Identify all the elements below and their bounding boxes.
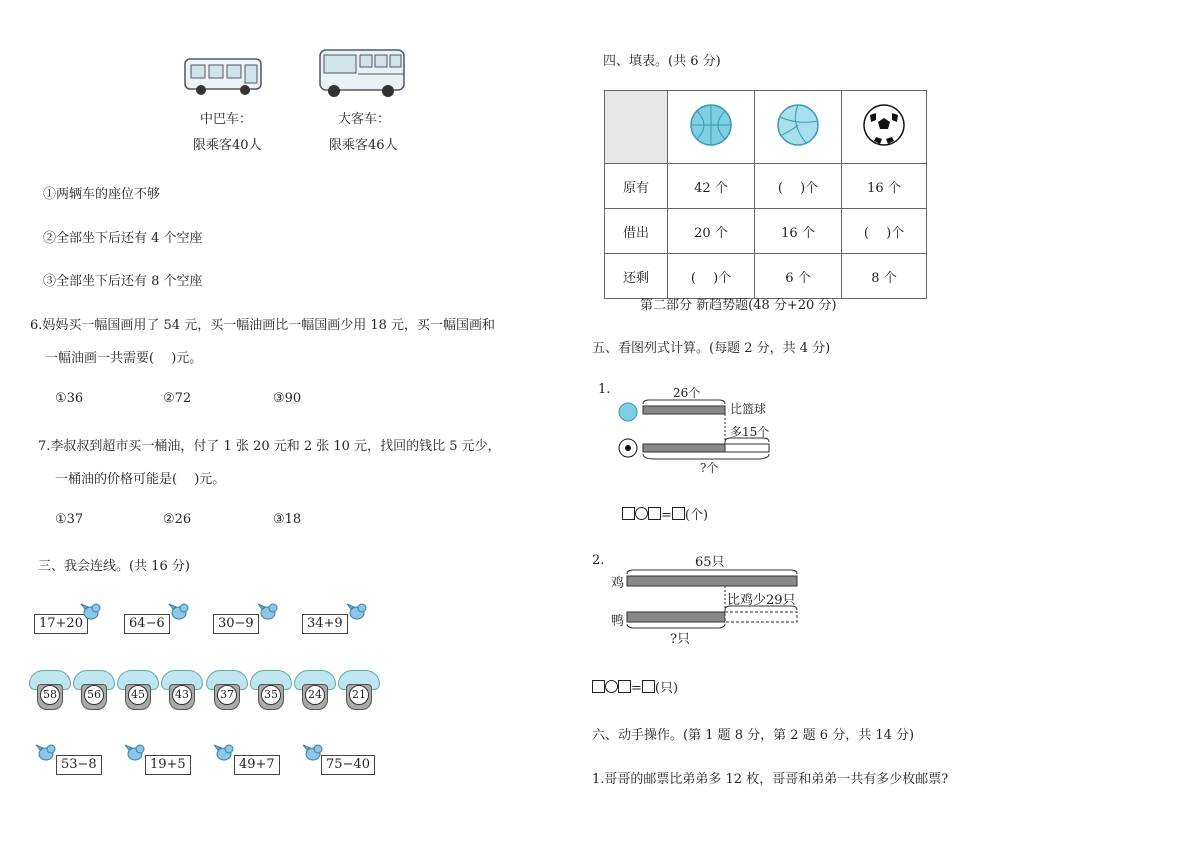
table-cell[interactable]: ( )个: [668, 254, 755, 299]
table-cell[interactable]: ( )个: [755, 164, 842, 209]
bus-name: 大客车：: [338, 112, 391, 127]
volleyball-header-cell: [755, 91, 842, 164]
table-cell: 16 个: [755, 209, 842, 254]
q5-option-3: ③全部坐下后还有 8 个空座: [43, 274, 203, 289]
mushroom-number: 56: [84, 685, 104, 705]
mushroom-number: 21: [349, 685, 369, 705]
mushroom[interactable]: [29, 670, 69, 710]
bird-icon: [257, 601, 279, 623]
mushroom-number: 58: [40, 685, 60, 705]
p1-answer-template: = (个): [622, 504, 708, 523]
fill-table: [604, 90, 927, 299]
section6-q1: 1.哥哥的邮票比弟弟多 12 枚，哥哥和弟弟一共有多少枚邮票?: [592, 772, 949, 787]
section6-title: 六、动手操作。(第 1 题 8 分，第 2 题 6 分，共 14 分): [592, 728, 915, 743]
q7-line2: 一桶油的价格可能是( )元。: [55, 472, 226, 487]
mushroom[interactable]: [250, 670, 290, 710]
p2-diff-label: 比鸡少29只: [727, 593, 796, 608]
q5-option-1: ①两辆车的座位不够: [43, 187, 161, 202]
mushroom[interactable]: [117, 670, 157, 710]
mushroom[interactable]: [294, 670, 334, 710]
p2-label-chicken: 鸡: [611, 576, 625, 591]
basketball-icon: [689, 103, 733, 147]
q7-option-1: ①37: [55, 512, 84, 527]
table-cell: 8 个: [842, 254, 927, 299]
top-expr-box[interactable]: 30−9: [213, 614, 259, 634]
section5-title: 五、看图列式计算。(每题 2 分，共 4 分): [592, 341, 831, 356]
row-label: 原有: [605, 164, 668, 209]
section3-title: 三、我会连线。(共 16 分): [38, 559, 190, 574]
p2-unit: (只): [654, 681, 679, 696]
q5-option-2: ②全部坐下后还有 4 个空座: [43, 231, 203, 246]
mushroom[interactable]: [161, 670, 201, 710]
bird-icon: [80, 601, 102, 623]
volleyball-icon: [776, 103, 820, 147]
p1-question-label: ?个: [700, 461, 719, 475]
mushroom[interactable]: [338, 670, 378, 710]
top-expr-box[interactable]: 64−6: [124, 614, 170, 634]
mushroom-number: 35: [261, 685, 281, 705]
bottom-expr-box[interactable]: 53−8: [56, 755, 102, 775]
bird-icon: [35, 742, 57, 764]
p2-top-label: 65只: [695, 555, 725, 570]
q6-line1: 6.妈妈买一幅国画用了 54 元，买一幅油画比一幅国画少用 18 元，买一幅国画和: [30, 318, 496, 333]
top-expr-box[interactable]: 17+20: [34, 614, 88, 634]
p1-diff-label: 多15个: [730, 425, 770, 439]
q7-option-3: ③18: [273, 512, 302, 527]
row-label: 还剩: [605, 254, 668, 299]
p2-number: 2.: [592, 553, 605, 568]
bird-icon: [124, 742, 146, 764]
bird-icon: [346, 601, 368, 623]
mushroom[interactable]: [73, 670, 113, 710]
mushroom[interactable]: [206, 670, 246, 710]
q6-option-1: ①36: [55, 391, 84, 406]
table-cell: 42 个: [668, 164, 755, 209]
q6-option-2: ②72: [163, 391, 192, 406]
mushroom-number: 24: [305, 685, 325, 705]
football-icon: [862, 103, 906, 147]
mushroom-number: 43: [172, 685, 192, 705]
minibus-name: 中巴车：: [200, 112, 253, 127]
p2-question-label: ?只: [670, 632, 690, 647]
p1-number: 1.: [598, 382, 611, 397]
table-cell[interactable]: ( )个: [842, 209, 927, 254]
p1-top-label: 26个: [673, 386, 701, 400]
large-bus-image: [318, 46, 408, 100]
football-header-cell: [842, 91, 927, 164]
basketball-header-cell: [668, 91, 755, 164]
row-label: 借出: [605, 209, 668, 254]
header-empty-cell: [605, 91, 668, 164]
minibus-limit: 限乘客40人: [193, 138, 262, 153]
bird-icon: [213, 742, 235, 764]
bus-limit: 限乘客46人: [329, 138, 398, 153]
p2-answer-template: = (只): [592, 677, 678, 696]
q7-line1: 7.李叔叔到超市买一桶油，付了 1 张 20 元和 2 张 10 元，找回的钱比 5 元少，: [38, 439, 501, 454]
q6-line2: 一幅油画一共需要( )元。: [45, 351, 203, 366]
table-cell: 16 个: [842, 164, 927, 209]
part2-title: 第二部分 新趋势题(48 分+20 分): [640, 298, 837, 313]
minibus-image: [183, 56, 265, 98]
section4-title: 四、填表。(共 6 分): [603, 54, 721, 69]
bird-icon: [168, 601, 190, 623]
table-cell: 6 个: [755, 254, 842, 299]
bottom-expr-box[interactable]: 49+7: [234, 755, 280, 775]
p2-label-duck: 鸭: [611, 614, 625, 629]
p1-compare-label: 比篮球: [730, 402, 767, 416]
top-expr-box[interactable]: 34+9: [302, 614, 348, 634]
mushroom-number: 45: [128, 685, 148, 705]
mushroom-number: 37: [217, 685, 237, 705]
q7-option-2: ②26: [163, 512, 192, 527]
q6-option-3: ③90: [273, 391, 302, 406]
bottom-expr-box[interactable]: 19+5: [145, 755, 191, 775]
table-cell: 20 个: [668, 209, 755, 254]
bottom-expr-box[interactable]: 75−40: [321, 755, 375, 775]
p1-unit: (个): [684, 508, 709, 523]
